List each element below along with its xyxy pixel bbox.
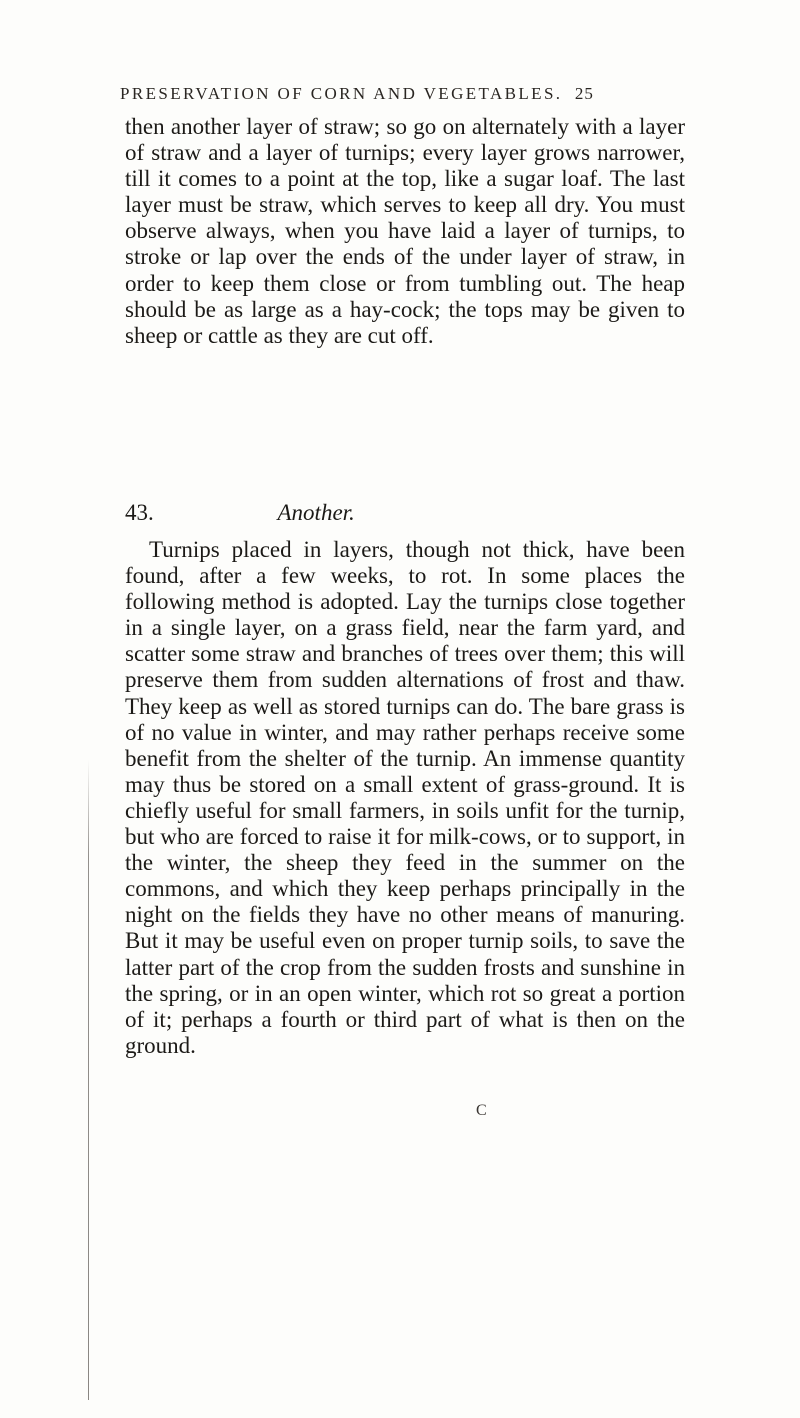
paragraph-another: Turnips placed in layers, though not thick, have been found, after a few weeks, to rot. In some places the following method is adopted. Lay the turnips close together in a single layer, on a grass field, near the farm yard, and scatter some straw and branches of trees over them; this will preserve them from sudden alternations of frost and thaw. They keep as well as stored turnips can do. The bare grass is of no value in winter, and may rather perhaps receive some benefit from the shelter of the turnip. An immense quantity may thus be stored on a small extent of grass-ground. It is chiefly useful for small farmers, in soils unfit for the turnip, but who are forced to raise it for milk-cows, or to support, in the winter, the sheep they feed in the summer on the commons, and which they keep perhaps principally in the night on the fields they have no other means of manuring. But it may be useful even on proper turnip soils, to save the latter part of the crop from the sudden frosts and sunshine in the spring, or in an open winter, which rot so great a portion of it; perhaps a fourth or third part of what is then on the ground. — [125, 537, 685, 1058]
page-number: 25 — [574, 84, 594, 103]
section-number: 43. — [125, 500, 154, 525]
section-heading — [125, 500, 685, 526]
binding-edge-shadow — [88, 760, 89, 1400]
running-head — [120, 84, 700, 104]
paragraph-continued: then another layer of straw; so go on alternately with a layer of straw and a layer of turnips; every layer grows narrower, till it comes to a point at the top, like a sugar loaf. The last layer must be straw, which serves to keep all dry. You must observe always, when you have laid a layer of turnips, to stroke or lap over the ends of the under layer of straw, in order to keep them close or from tumbling out. The heap should be as large as a hay-cock; the tops may be given to sheep or cattle as they are cut off. — [125, 114, 685, 348]
section-title: Another. — [277, 500, 355, 525]
signature-mark: C — [476, 1102, 487, 1119]
running-head-title: PRESERVATION OF CORN AND VEGETABLES. — [120, 84, 563, 103]
